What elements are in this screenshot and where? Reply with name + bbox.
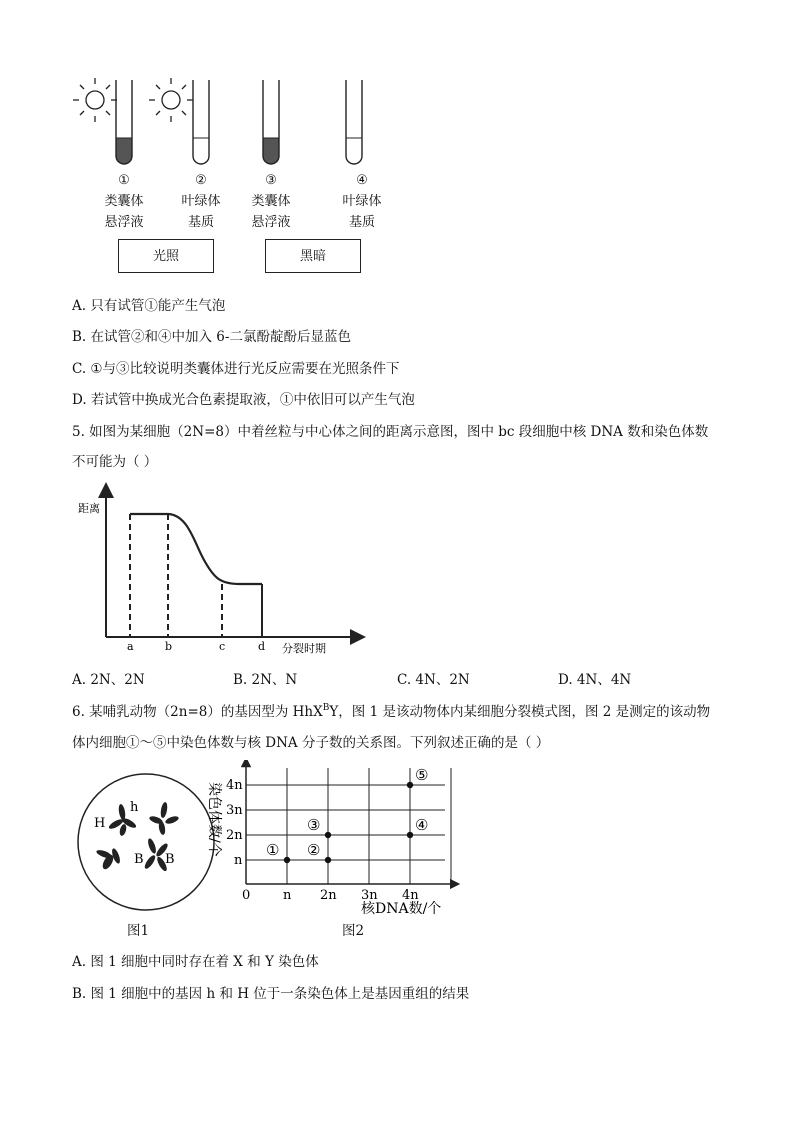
x-tick-label: 3n (361, 888, 378, 903)
data-point-4 (407, 832, 413, 838)
tube-3-line1: 类囊体 (251, 194, 291, 209)
q4-option-a: A. 只有试管①能产生气泡 (72, 298, 226, 314)
gene-B2-label: B (165, 852, 175, 867)
x-tick-d: d (258, 640, 266, 653)
x-tick-c: c (219, 640, 226, 653)
q6-stem-sup: B (322, 703, 330, 713)
tube-2-number: ② (195, 173, 207, 188)
tube-4-line2: 基质 (348, 215, 375, 230)
x-tick-b: b (165, 640, 173, 653)
sun-icon (149, 78, 193, 122)
data-point-label-4: ④ (415, 816, 429, 834)
gene-h-label: h (130, 800, 139, 815)
fig2-caption: 图2 (342, 923, 365, 939)
q5-stem-line2: 不可能为（ ） (72, 454, 158, 470)
q6-stem-line1 (72, 703, 710, 721)
q6-stem-pre: 6. 某哺乳动物（2n=8）的基因型为 HhX (72, 704, 323, 720)
tube-3-caption (231, 170, 311, 233)
fig1-caption: 图1 (127, 923, 150, 939)
chromosome-dna-chart (200, 760, 470, 925)
q6-option-a: A. 图 1 细胞中同时存在着 X 和 Y 染色体 (72, 954, 319, 970)
test-tube-4 (346, 80, 362, 164)
data-point-label-2: ② (307, 841, 321, 859)
cell-membrane (78, 774, 214, 910)
x-tick-label: 0 (242, 888, 251, 903)
q5-option-d: D. 4N、4N (558, 672, 632, 688)
chromosome-left (95, 847, 121, 870)
tubes-svg (70, 72, 390, 172)
y-tick-label: 4n (226, 778, 243, 793)
tube-3-line2: 悬浮液 (251, 215, 291, 230)
x-tick-label: 2n (320, 888, 337, 903)
data-points (266, 766, 428, 863)
dark-condition-box: 黑暗 (265, 239, 361, 273)
q5-stem-line1: 5. 如图为某细胞（2N=8）中着丝粒与中心体之间的距离示意图，图中 bc 段细胞中核 DNA 数和染色体数 (72, 424, 709, 440)
data-point-1 (284, 857, 290, 863)
q4-option-b: B. 在试管②和④中加入 6-二氯酚靛酚后显蓝色 (72, 329, 351, 345)
test-tube-3 (263, 80, 279, 164)
x-tick-a: a (127, 640, 134, 653)
data-point-label-1: ① (266, 841, 280, 859)
distance-curve (130, 514, 262, 584)
x-axis-label: 核DNA数/个 (361, 901, 442, 917)
data-point-3 (325, 832, 331, 838)
x-tick-label: n (283, 888, 292, 903)
q4-option-d: D. 若试管中换成光合色素提取液，①中依旧可以产生气泡 (72, 392, 415, 408)
y-tick-label: n (234, 853, 243, 868)
data-point-5 (407, 782, 413, 788)
q5-option-a: A. 2N、2N (72, 672, 145, 688)
data-point-label-3: ③ (307, 816, 321, 834)
y-tick-label: 2n (226, 828, 243, 843)
tube-1-line1: 类囊体 (104, 194, 144, 209)
y-tick-label: 3n (226, 803, 243, 818)
sun-icon (73, 78, 117, 122)
x-axis-label: 分裂时期 (282, 642, 326, 655)
light-condition-box: 光照 (118, 239, 214, 273)
tube-4-line1: 叶绿体 (342, 194, 382, 209)
tube-2-caption (161, 170, 241, 233)
data-point-2 (325, 857, 331, 863)
tube-4-number: ④ (356, 173, 368, 188)
y-axis-label: 染色体数/个 (206, 782, 222, 857)
distance-chart (70, 482, 370, 657)
tube-1-caption (84, 170, 164, 233)
tube-4-caption (322, 170, 402, 233)
q6-stem-post: Y，图 1 是该动物体内某细胞分裂模式图，图 2 是测定的该动物 (329, 704, 711, 720)
q6-stem-line2: 体内细胞①～⑤中染色体数与核 DNA 分子数的关系图。下列叙述正确的是（ ） (72, 735, 550, 751)
y-axis-label: 距离 (78, 502, 100, 515)
test-tube-2 (193, 80, 209, 164)
tube-2-line2: 基质 (187, 215, 214, 230)
tube-3-number: ③ (265, 173, 277, 188)
chromosome-right (148, 802, 179, 836)
q5-option-c: C. 4N、2N (397, 672, 470, 688)
gene-B1-label: B (134, 852, 144, 867)
tube-2-line1: 叶绿体 (181, 194, 221, 209)
test-tube-1 (116, 80, 132, 164)
q5-option-b: B. 2N、N (233, 672, 298, 688)
tube-1-line2: 悬浮液 (104, 215, 144, 230)
data-point-label-5: ⑤ (415, 766, 429, 784)
x-tick-label: 4n (402, 888, 419, 903)
q6-option-b: B. 图 1 细胞中的基因 h 和 H 位于一条染色体上是基因重组的结果 (72, 986, 470, 1002)
q4-option-c: C. ①与③比较说明类囊体进行光反应需要在光照条件下 (72, 361, 400, 377)
tube-1-number: ① (118, 173, 130, 188)
gene-H-label: H (94, 816, 106, 831)
